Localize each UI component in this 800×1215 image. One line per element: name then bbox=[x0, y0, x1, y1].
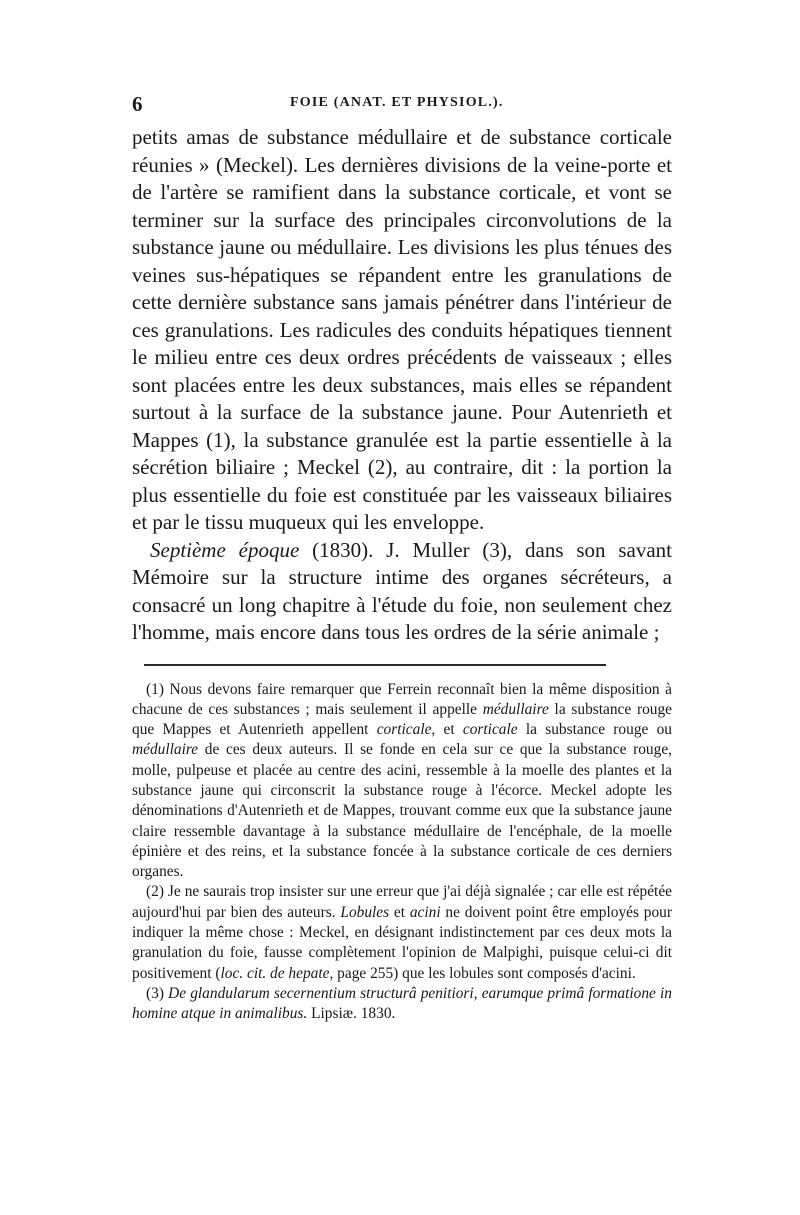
footnote-italic: Lobules bbox=[340, 903, 390, 921]
footnote-1 bbox=[132, 680, 672, 883]
footnote-italic: médullaire bbox=[132, 741, 199, 759]
footnote-italic: corticale bbox=[462, 721, 518, 739]
footnote-italic: acini bbox=[409, 903, 441, 921]
footnote-text: (3) bbox=[146, 984, 169, 1002]
footnote-text: et bbox=[389, 903, 410, 921]
footnote-text: (1) Nous devons faire remarquer que Ferrein reconnaît bien la même disposition à chacune de ces substances ; mais seulement il appelle bbox=[132, 680, 672, 718]
footnote-text: la substance rouge que Mappes et Autenrieth appellent bbox=[132, 700, 672, 739]
footnote-text: ne doivent point être employés pour indiquer la même chose : Meckel, en désignant indistinctement par ces deux mots la granulation du foie, fausse complètement l'opinion de Malpighi, puisque celui-ci dit positivement ( bbox=[132, 903, 672, 982]
footnote-italic: corticale bbox=[376, 721, 432, 739]
epoch-heading: Septième époque bbox=[150, 537, 300, 562]
footnote-3 bbox=[132, 984, 672, 1025]
footnote-divider bbox=[144, 664, 606, 666]
running-head bbox=[132, 92, 672, 124]
footnote-text: la substance rouge ou bbox=[517, 721, 672, 739]
footnote-text: (2) Je ne saurais trop insister sur une erreur que j'ai déjà signalée ; car elle est répétée aujourd'hui par bien des auteurs. bbox=[132, 883, 672, 921]
footnote-text: Lipsiæ. 1830. bbox=[307, 1005, 396, 1023]
footnote-italic: De glandularum secernentium structurâ penitiori, earumque primâ formatione in homine atque in animalibus. bbox=[132, 984, 673, 1023]
running-title: FOIE (ANAT. ET PHYSIOL.). bbox=[290, 95, 504, 110]
footnote-2 bbox=[132, 882, 672, 983]
footnote-text: de ces deux auteurs. Il se fonde en cela sur ce que la substance rouge, molle, pulpeuse et placée au centre des acini, ressemble à la moelle des plantes et la substance jaune qui circonscrit la substance rouge à l'écorce. Meckel adopte les dénominations d'Autenrieth et de Mappes, trouvant comme eux que la substance jaune claire ressemble davantage à la substance médullaire de l'encéphale, de la moelle épinière et des reins, et la substance foncée à la substance corticale de ces derniers organes. bbox=[132, 741, 672, 881]
document-page bbox=[132, 92, 672, 1025]
paragraph-septieme-epoque bbox=[132, 537, 672, 647]
paragraph-text: (1830). J. Muller (3), dans son savant Mémoire sur la structure intime des organes sécréteurs, a consacré un long chapitre à l'étude du foie, non seulement chez l'homme, mais encore dans tous les ordres de la série animale ; bbox=[132, 537, 672, 644]
footnote-italic: médullaire bbox=[482, 700, 549, 718]
footnotes bbox=[132, 680, 672, 1025]
footnote-text: , page 255) que les lobules sont composés d'acini. bbox=[329, 964, 636, 982]
page-number: 6 bbox=[132, 92, 143, 116]
footnote-text: , et bbox=[431, 721, 463, 739]
paragraph-continued: petits amas de substance médullaire et de substance corticale réunies » (Meckel). Les dernières divisions de la veine-porte et de l'artère se ramifient dans la substance corticale, et vont se terminer sur la surface des principales circonvolutions de la substance jaune ou médullaire. Les divisions les plus ténues des veines sus-hépatiques se répandent entre les granulations de cette dernière substance sans jamais pénétrer dans l'intérieur de ces granulations. Les radicules des conduits hépatiques tiennent le milieu entre ces deux ordres précédents de vaisseaux ; elles sont placées entre les deux substances, mais elles se répandent surtout à la surface de la substance jaune. Pour Autenrieth et Mappes (1), la substance granulée est la partie essentielle à la sécrétion biliaire ; Meckel (2), au contraire, dit : la portion la plus essentielle du foie est constituée par les vaisseaux biliaires et par le tissu muqueux qui les enveloppe. bbox=[132, 125, 672, 534]
body-text bbox=[132, 124, 672, 647]
footnote-italic: loc. cit. de hepate bbox=[220, 964, 330, 982]
